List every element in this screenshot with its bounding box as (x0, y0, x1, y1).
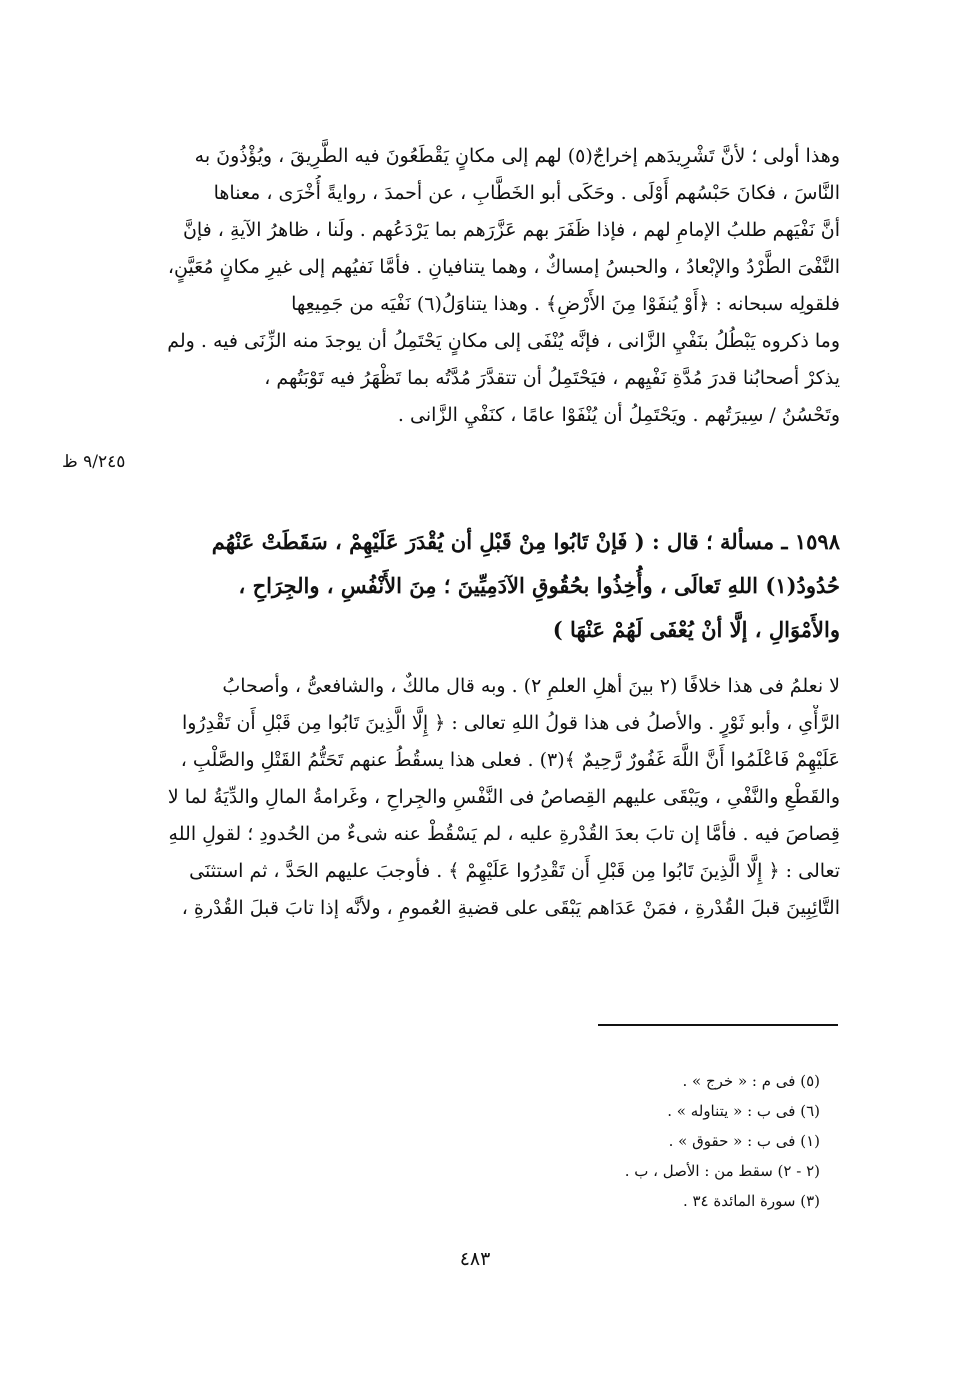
paragraph-1 (150, 138, 840, 434)
text-line: النَّاسَ ، فكانَ حَبْسُهم أَوْلَى . وحَكَى أبو الخَطَّابِ ، عن أحمدَ ، روايةً أُخْرَى ، معناها (213, 182, 840, 204)
paragraph-2 (150, 668, 840, 927)
text-line: أنَّ نَفْيَهم طلبُ الإمامِ لهم ، فإذا ظَفَرَ بهم عَزَّرَهم بما يَرْدَعُهم . ولَنا ، ظاهرُ الآيةِ ، فإنَّ (182, 219, 840, 241)
footnote: (٥) فى م : « خرج » . (682, 1072, 820, 1090)
footnote: (٣) سورة المائدة ٣٤ . (682, 1192, 820, 1210)
text-line: عَلَيْهِمْ فَاعْلَمُوا أَنَّ اللَّهَ غَفُورٌ رَّحِيمٌ ﴾(٣) . فعلى هذا يسقُطُ عنهم تَحَتُّمُ القَتْلِ والصَّلْبِ ، (180, 749, 840, 771)
text-line: تعالى : ﴿ إِلَّا الَّذِينَ تَابُوا مِن قَبْلِ أَن تَقْدِرُوا عَلَيْهِمْ ﴾ . فأوجبَ عليهم الحَدَّ ، ثم استثنَى (189, 860, 840, 882)
page-number: ٤٨٣ (459, 1248, 491, 1270)
text-line: النَّفْىَ الطَّرْدُ والإبْعادُ ، والحبسُ إمساكٌ ، وهما يتنافيانِ . فأمَّا نَفيُهم إلى غيرِ مكانٍ مُعَيَّنٍ، (167, 256, 840, 278)
text-line: الرَّأْىِ ، وأبو ثَوْرٍ . والأصلُ فى هذا قولُ اللهِ تعالى : ﴿ إِلَّا الَّذِينَ تَابُوا مِن قَبْلِ أَن تَقْدِرُوا (181, 712, 840, 734)
footnotes (440, 1066, 820, 1216)
heading-line: والأَمْوَالِ ، إلَّا أنْ يُعْفَى لَهُمْ عَنْهَا ) (552, 617, 840, 642)
text-line: وهذا أولى ؛ لأنَّ تَشْرِيدَهم إخراجٌ(٥) لهم إلى مكانٍ يَقْطَعُونَ فيه الطَّرِيقَ ، ويُؤْذُونَ به (194, 145, 840, 167)
text-line: يذكرْ أصحابُنا قدرَ مُدَّةِ نَفْيِهم ، فيَحْتَمِلُ أن تتقدَّرَ مُدَّتُه بما تَظْهَرُ فيه تَوْبَتُهم ، (264, 367, 840, 389)
text-line: فلقولِه سبحانه : ﴿أَوْ يُنفَوْا مِنَ الأَرْضِ﴾ . وهذا يتناوَلُ(٦) نَفْيَه من جَمِيعِها (291, 293, 840, 315)
footnote: (٢ - ٢) سقط من : الأصل ، ب . (624, 1162, 820, 1180)
text-line: وما ذكروه يَبْطُلُ بنَفْيِ الزَّانى ، فإنَّه يُنْفَى إلى مكانٍ يَحْتَمِلُ أن يوجدَ منه الزِّنَى فيه . ولم (167, 330, 840, 352)
text-line: لا نعلمُ فى هذا خلافًا (٢ بينَ أهلِ العلمِ ٢) . وبه قال مالكٌ ، والشافعىُّ ، وأصحابُ (222, 675, 840, 697)
footnote: (١) فى ب : « حقوق » . (668, 1132, 820, 1150)
text-line: وتَحْسُنُ / سِيرَتُهم . ويَحْتَمِلُ أن يُنْفَوْا عامًا ، كنَفْيِ الزَّانى . (397, 404, 840, 426)
text-line: قِصاصَ فيه . فأمَّا إن تابَ بعدَ القُدْرةِ عليه ، لم يَسْقُطْ عنه شىءٌ من الحُدودِ ؛ لقولِ اللهِ (168, 823, 840, 845)
margin-folio-note: ٩/٢٤٥ ظ (62, 452, 126, 472)
footnote-separator (598, 1024, 838, 1026)
heading-line: ١٥٩٨ ـ مسألة ؛ قال : ( فَإنْ تَابُوا مِنْ قَبْلِ أن يُقْدَرَ عَلَيْهِمْ ، سَقَطَتْ عَنْهُم (211, 529, 840, 554)
text-line: التَّائِبِينَ قبلَ القُدْرةِ ، فمَنْ عَدَاهم يَبْقَى على قضيةِ العُمومِ ، ولأنَّه إذا تابَ قبلَ القُدْرةِ ، (181, 897, 840, 919)
heading-line: حُدُودُ(١) اللهِ تَعالَى ، وأُخِذُوا بحُقُوقِ الآدَمِيِّينَ ؛ مِنَ الأَنْفُسِ ، والجِرَاحِ ، (238, 573, 840, 598)
footnote: (٦) فى ب : « يتناوله » . (667, 1102, 820, 1120)
masala-heading (150, 520, 840, 652)
text-line: والقَطْعِ والنَّفْىِ ، ويَبْقَى عليهم القِصاصُ فى النَّفْسِ والجِراحِ ، وغَرامةُ المالِ والدِّيَةُ لما لا (167, 786, 840, 808)
